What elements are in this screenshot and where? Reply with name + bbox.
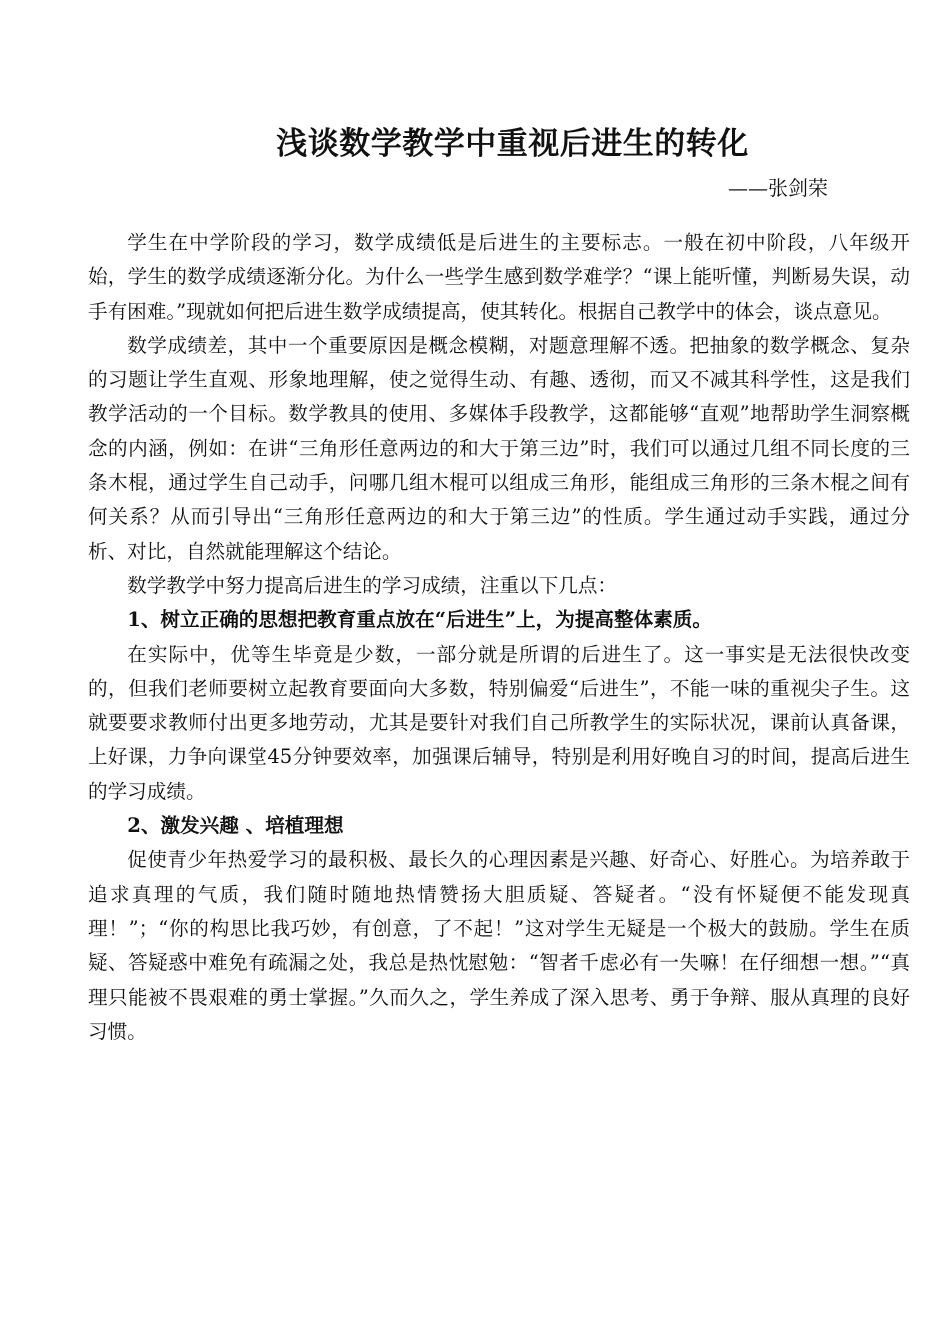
section-heading-1: 1、树立正确的思想把教育重点放在“后进生”上，为提高整体素质。 — [127, 608, 712, 632]
paragraph-section-1: 在实际中，优等生毕竟是少数，一部分就是所谓的后进生了。这一事实是无法很快改变的，但我们老师要树立起教育要面向大多数，特别偏爱“后进生”，不能一味的重视尖子生。这就要要求教师付出更多地劳动，尤其是要针对我们自己所教学生的实际状况，课前认真备课，上好课，力争向课堂45分钟要效率，加强课后辅导，特别是利用好晚自习的时间，提高后进生的学习成绩。 — [88, 642, 910, 803]
document-body — [88, 226, 910, 1049]
paragraph-intro: 学生在中学阶段的学习，数学成绩低是后进生的主要标志。一般在初中阶段，八年级开始，学生的数学成绩逐渐分化。为什么一些学生感到数学难学？“课上能听懂，判断易失误，动手有困难。”现就如何把后进生数学成绩提高，使其转化。根据自己教学中的体会，谈点意见。 — [88, 231, 910, 323]
paragraph-section-2: 促使青少年热爱学习的最积极、最长久的心理因素是兴趣、好奇心、好胜心。为培养敢于追求真理的气质，我们随时随地热情赞扬大胆质疑、答疑者。“没有怀疑便不能发现真理！”；“你的构思比我巧妙，有创意，了不起！”这对学生无疑是一个极大的鼓励。学生在质疑、答疑惑中难免有疏漏之处，我总是热忱慰勉：“智者千虑必有一失嘛！在仔细想一想。”“真理只能被不畏艰难的勇士掌握。”久而久之，学生养成了深入思考、勇于争辩、服从真理的良好习惯。 — [88, 848, 910, 1043]
document-title: 浅谈数学教学中重视后进生的转化 — [276, 126, 749, 162]
paragraph-concepts: 数学成绩差，其中一个重要原因是概念模糊，对题意理解不透。把抽象的数学概念、复杂的习题让学生直观、形象地理解，使之觉得生动、有趣、透彻，而又不减其科学性，这是我们教学活动的一个目标。数学教具的使用、多媒体手段教学，这都能够“直观”地帮助学生洞察概念的内涵，例如：在讲“三角形任意两边的和大于第三边”时，我们可以通过几组不同长度的三条木棍，通过学生自己动手，问哪几组木棍可以组成三角形，能组成三角形的三条木棍之间有何关系？从而引导出“三角形任意两边的和大于第三边”的性质。学生通过动手实践，通过分析、对比，自然就能理解这个结论。 — [88, 333, 910, 563]
paragraph-points-intro: 数学教学中努力提高后进生的学习成绩，注重以下几点： — [127, 573, 618, 597]
document-author: ——张剑荣 — [728, 176, 828, 200]
section-heading-2: 2、激发兴趣 、培植理想 — [127, 814, 344, 838]
